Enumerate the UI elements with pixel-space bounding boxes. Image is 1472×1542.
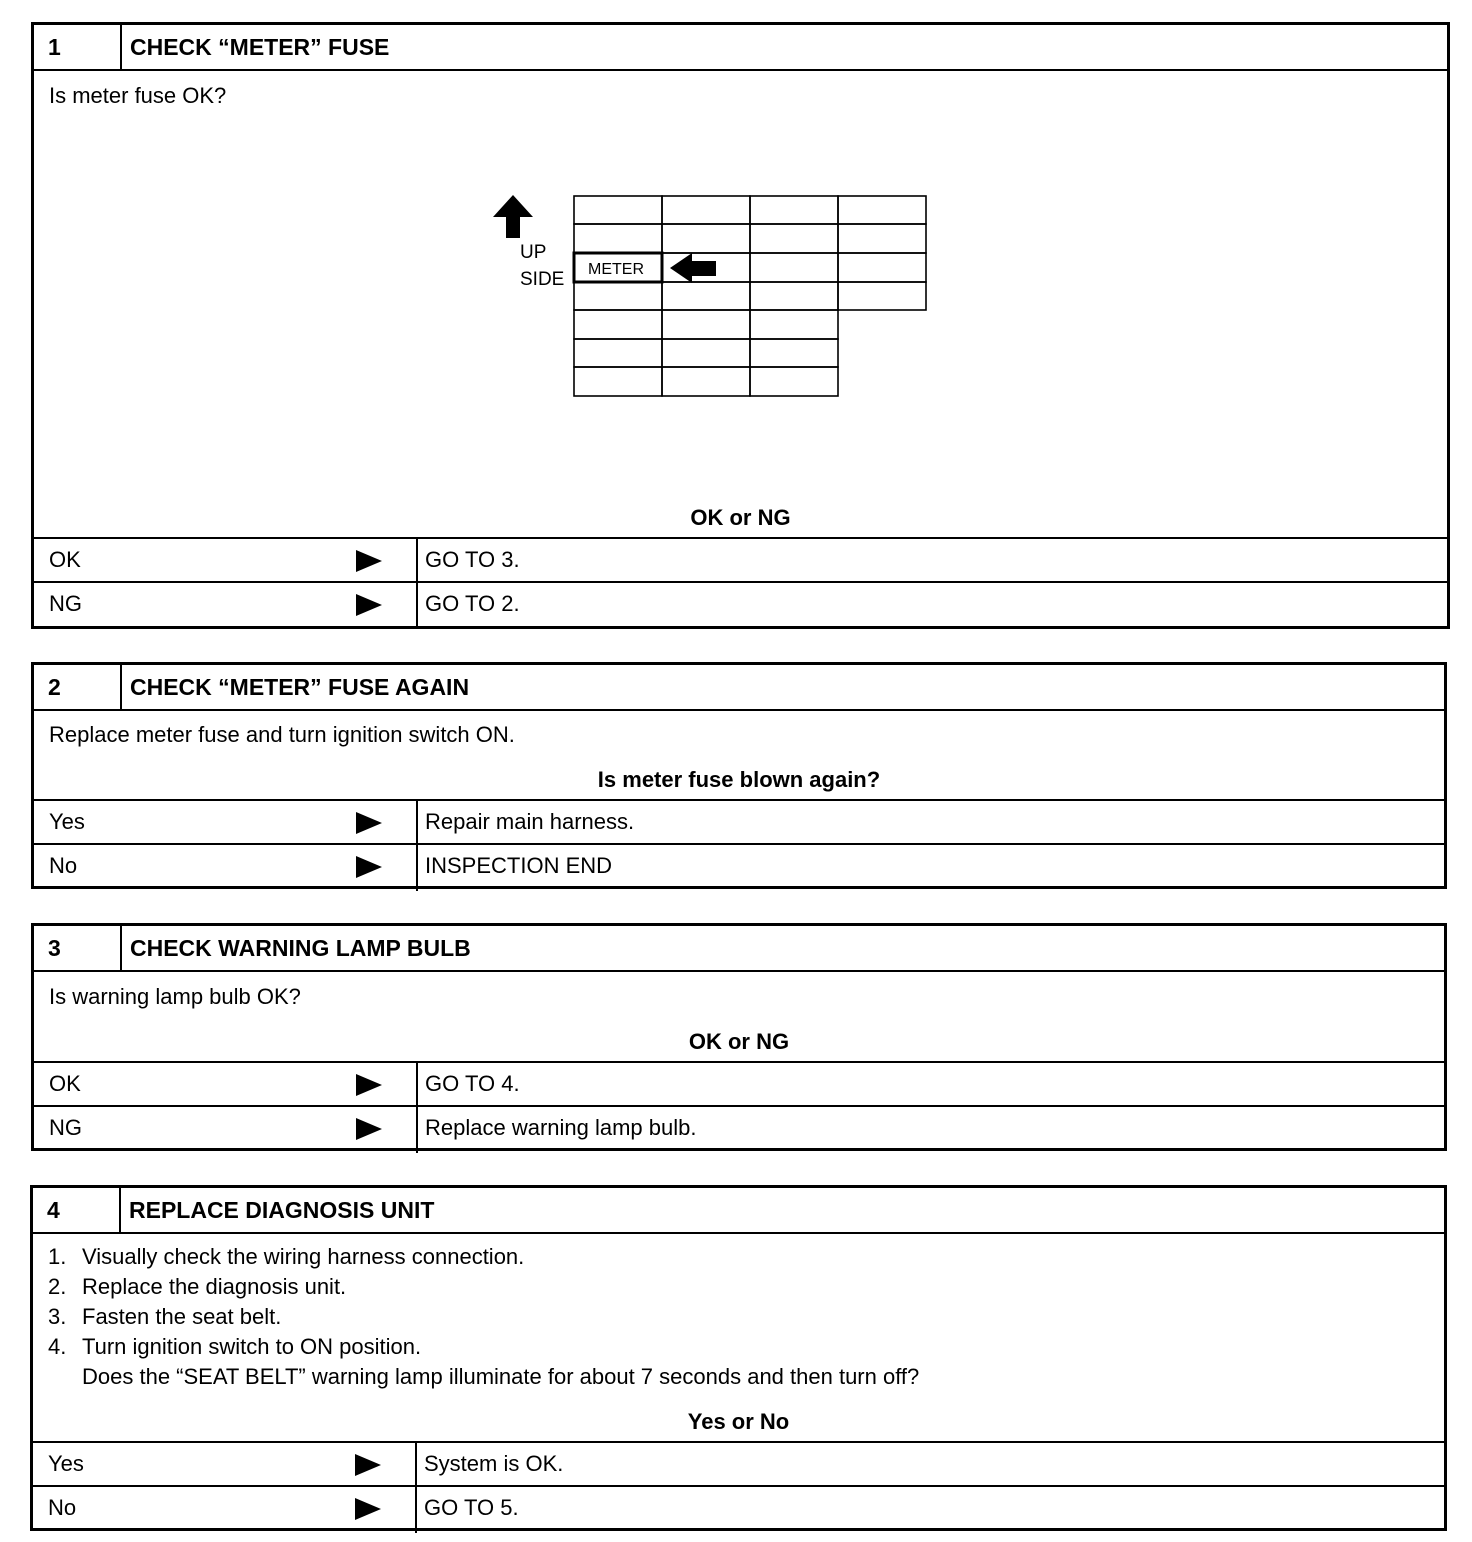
- column-divider: [415, 1487, 417, 1533]
- answer-row: [33, 1485, 1444, 1531]
- step-text: Is warning lamp bulb OK?: [49, 984, 301, 1009]
- list-item: [48, 1302, 919, 1332]
- answer-row: [34, 581, 1447, 627]
- step-title: CHECK WARNING LAMP BULB: [130, 935, 471, 961]
- step-4-block: [30, 1185, 1447, 1531]
- answer-label: No: [48, 1495, 77, 1520]
- right-arrow-icon: [356, 1118, 382, 1140]
- column-divider: [416, 845, 418, 891]
- answer-label: OK: [49, 547, 81, 572]
- column-divider: [416, 801, 418, 847]
- answer-label: Yes: [49, 809, 85, 834]
- answer-action: GO TO 3.: [425, 547, 520, 572]
- answer-label: Yes: [48, 1451, 84, 1476]
- answer-row: [33, 1441, 1444, 1487]
- answer-label: No: [49, 853, 78, 878]
- answer-row: [34, 843, 1444, 889]
- step-question: Is meter fuse blown again?: [597, 767, 881, 792]
- answer-action: GO TO 2.: [425, 591, 520, 616]
- up-arrow-icon: [493, 195, 533, 238]
- list-item-text: Turn ignition switch to ON position.: [82, 1334, 422, 1359]
- step-title: REPLACE DIAGNOSIS UNIT: [129, 1197, 435, 1223]
- column-divider: [416, 1107, 418, 1153]
- answer-action: Repair main harness.: [425, 809, 635, 834]
- answer-action: GO TO 4.: [425, 1071, 520, 1096]
- step-title: CHECK “METER” FUSE AGAIN: [130, 674, 470, 700]
- step-2-block: [31, 662, 1447, 889]
- answer-row: [34, 799, 1444, 845]
- list-item-text: Replace the diagnosis unit.: [82, 1274, 347, 1299]
- fuse-grid: [574, 196, 926, 396]
- list-continuation: Does the “SEAT BELT” warning lamp illuminate for about 7 seconds and then turn off?: [82, 1364, 920, 1389]
- list-item: [48, 1272, 919, 1302]
- answer-action: GO TO 5.: [424, 1495, 519, 1520]
- step-number: 2: [34, 665, 122, 709]
- step-text: Replace meter fuse and turn ignition switch ON.: [49, 722, 515, 747]
- list-item-text: Visually check the wiring harness connection.: [82, 1244, 525, 1269]
- list-item: [48, 1242, 919, 1272]
- meter-fuse-label: METER: [588, 261, 644, 278]
- fuse-block-diagram: [484, 190, 1004, 410]
- step-header: [34, 926, 1444, 972]
- step-question: OK or NG: [690, 505, 791, 530]
- list-item-text: Fasten the seat belt.: [82, 1304, 282, 1329]
- column-divider: [416, 583, 418, 629]
- step-text: Is meter fuse OK?: [49, 83, 227, 108]
- step-3-block: [31, 923, 1447, 1151]
- step-question: OK or NG: [688, 1029, 790, 1054]
- column-divider: [416, 539, 418, 585]
- procedure-list: [48, 1242, 919, 1392]
- right-arrow-icon: [356, 856, 382, 878]
- answer-row: [34, 1061, 1444, 1107]
- step-number: 1: [34, 25, 122, 69]
- list-item: [48, 1332, 919, 1362]
- up-label: UP: [520, 242, 547, 263]
- answer-row: [34, 537, 1447, 583]
- pointer-arrow-icon: [670, 253, 716, 283]
- answer-label: NG: [49, 591, 82, 616]
- right-arrow-icon: [356, 812, 382, 834]
- answer-label: NG: [49, 1115, 82, 1140]
- right-arrow-icon: [355, 1498, 381, 1520]
- column-divider: [416, 1063, 418, 1109]
- step-question: Yes or No: [687, 1409, 790, 1434]
- column-divider: [415, 1443, 417, 1489]
- step-1-block: [31, 22, 1450, 629]
- list-item-number: 1.: [48, 1244, 67, 1269]
- right-arrow-icon: [355, 1454, 381, 1476]
- right-arrow-icon: [356, 1074, 382, 1096]
- list-item-number: 3.: [48, 1304, 67, 1329]
- right-arrow-icon: [356, 594, 382, 616]
- step-title: CHECK “METER” FUSE: [130, 34, 390, 60]
- step-number: 4: [33, 1188, 121, 1232]
- answer-row: [34, 1105, 1444, 1151]
- list-item-number: 4.: [48, 1334, 67, 1359]
- list-item-number: 2.: [48, 1274, 67, 1299]
- right-arrow-icon: [356, 550, 382, 572]
- answer-label: OK: [49, 1071, 81, 1096]
- step-header: [34, 665, 1444, 711]
- side-label: SIDE: [520, 269, 565, 290]
- step-number: 3: [34, 926, 122, 970]
- step-header: [33, 1188, 1444, 1234]
- answer-action: System is OK.: [424, 1451, 564, 1476]
- step-header: [34, 25, 1447, 71]
- answer-action: INSPECTION END: [425, 853, 613, 878]
- answer-action: Replace warning lamp bulb.: [425, 1115, 697, 1140]
